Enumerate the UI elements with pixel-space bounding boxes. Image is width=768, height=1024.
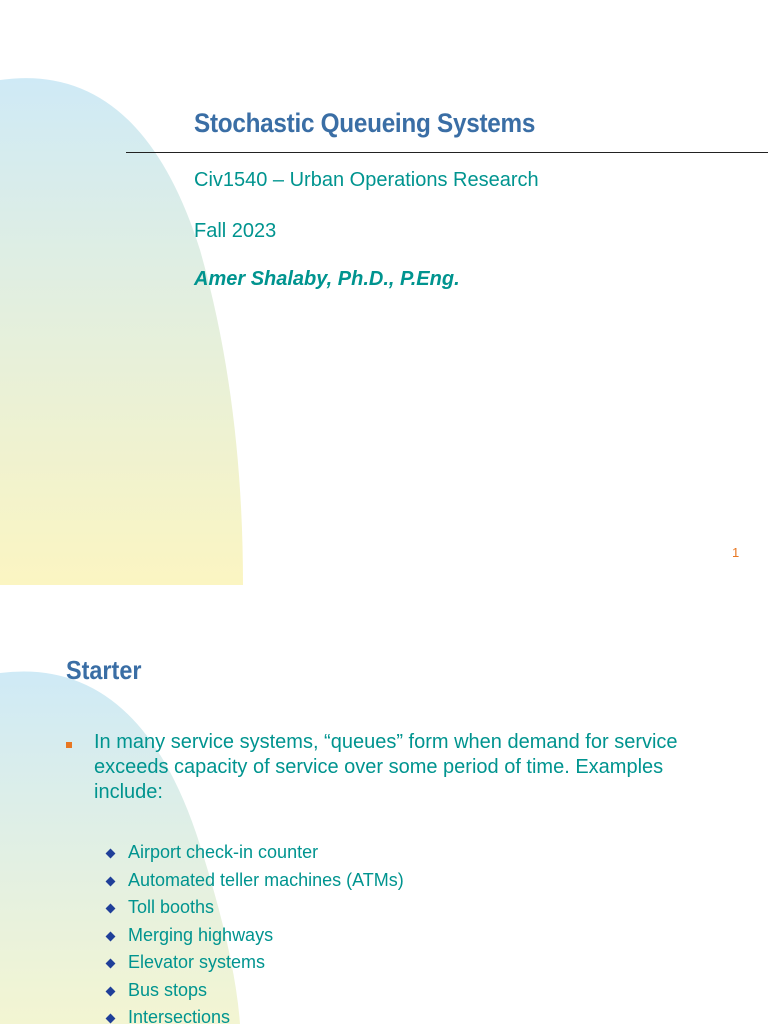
list-item-label: Intersections <box>128 1007 231 1024</box>
author: Amer Shalaby, Ph.D., P.Eng. <box>194 268 460 290</box>
list-item <box>104 870 404 898</box>
list-item <box>104 1007 404 1024</box>
title-divider <box>126 152 768 153</box>
blue-diamond-bullet-icon <box>106 959 116 969</box>
decorative-gradient-shape <box>0 0 250 585</box>
bullet-text: In many service systems, “queues” form when demand for service exceeds capacity of service over some period of time. Examples include: <box>94 731 678 803</box>
blue-diamond-bullet-icon <box>106 931 116 941</box>
orange-square-bullet-icon <box>66 742 72 748</box>
list-item-label: Merging highways <box>128 924 274 945</box>
blue-diamond-bullet-icon <box>106 986 116 996</box>
list-item <box>104 925 404 953</box>
slide-title: Stochastic Queueing Systems <box>194 108 536 138</box>
examples-list <box>104 842 404 1024</box>
list-item <box>104 897 404 925</box>
list-item-label: Elevator systems <box>128 952 266 972</box>
blue-diamond-bullet-icon <box>106 904 116 914</box>
list-item <box>104 980 404 1008</box>
list-item-label: Toll booths <box>128 897 215 917</box>
list-item <box>104 842 404 870</box>
list-item-label: Bus stops <box>128 979 208 1000</box>
list-item-label: Automated teller machines (ATMs) <box>128 869 404 890</box>
blue-diamond-bullet-icon <box>106 849 116 859</box>
list-item <box>104 952 404 980</box>
list-item-label: Airport check-in counter <box>128 842 319 862</box>
blue-diamond-bullet-icon <box>106 876 116 886</box>
main-bullet <box>66 730 726 805</box>
term: Fall 2023 <box>194 220 277 242</box>
course-name: Civ1540 – Urban Operations Research <box>194 169 539 191</box>
content-slide <box>0 585 768 1024</box>
slide-title: Starter <box>66 655 142 685</box>
blue-diamond-bullet-icon <box>106 1014 116 1024</box>
page-number: 1 <box>732 545 740 560</box>
